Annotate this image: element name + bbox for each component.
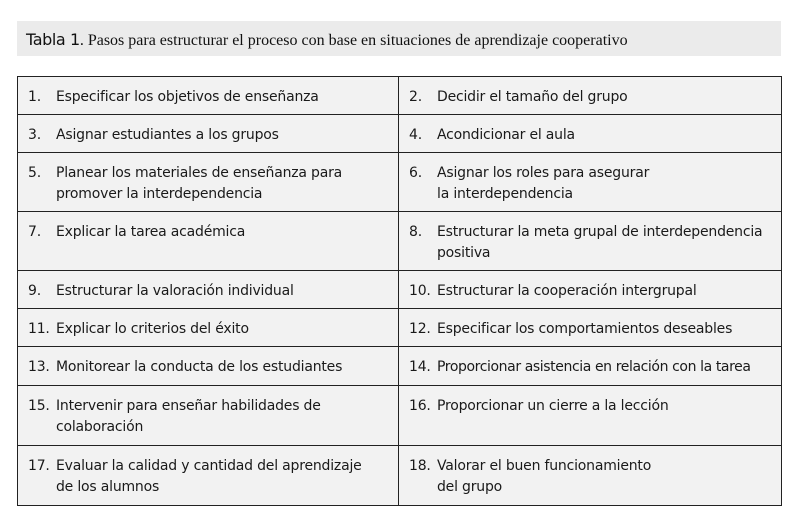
table-cell [399,115,782,153]
step-text: Estructurar la valoración individual [56,283,294,299]
table-cell [18,115,399,153]
step-number: 12. [409,321,431,337]
table-cell [399,271,782,309]
step-number: 16. [409,398,431,414]
step-number: 7. [28,224,41,240]
caption-text: . Pasos para estructurar el proceso con base en situaciones de aprendizaje cooperativo [79,32,628,49]
step-text: Valorar el buen funcionamiento del grupo [437,458,652,495]
table-row [18,309,782,347]
table-row [18,446,782,506]
step-number: 11. [28,321,50,337]
step-number: 8. [409,224,422,240]
table-cell [399,309,782,347]
table-row [18,77,782,115]
step-text: Explicar lo criterios del éxito [56,321,249,337]
table-cell [18,386,399,446]
table-row [18,271,782,309]
step-number: 18. [409,458,431,474]
table-cell [18,271,399,309]
step-text: Explicar la tarea académica [56,224,246,240]
step-number: 13. [28,359,50,375]
step-text: Proporcionar asistencia en relación con la tarea [437,359,751,375]
step-number: 10. [409,283,431,299]
table-cell [399,446,782,506]
caption-label: Tabla 1 [26,30,80,49]
step-number: 5. [28,165,41,181]
step-text: Especificar los comportamientos deseables [437,321,733,337]
table-caption [17,21,781,56]
step-text: Estructurar la meta grupal de interdependencia positiva [437,224,763,261]
table-cell [18,446,399,506]
step-text: Acondicionar el aula [437,127,575,143]
step-text: Estructurar la cooperación intergrupal [437,283,697,299]
table-cell [18,347,399,386]
table-cell [18,153,399,212]
table-row [18,153,782,212]
table-row [18,347,782,386]
table-cell [18,212,399,271]
table-cell [399,153,782,212]
step-number: 1. [28,89,41,105]
table-cell [399,386,782,446]
step-number: 6. [409,165,422,181]
step-text: Planear los materiales de enseñanza para promover la interdependencia [56,165,343,202]
step-text: Asignar estudiantes a los grupos [56,127,279,143]
step-text: Especificar los objetivos de enseñanza [56,89,319,105]
table-cell [18,77,399,115]
step-text: Decidir el tamaño del grupo [437,89,628,105]
table-cell [18,309,399,347]
step-text: Asignar los roles para asegurar la interdependencia [437,165,650,202]
step-number: 17. [28,458,50,474]
step-text: Monitorear la conducta de los estudiantes [56,359,343,375]
step-number: 2. [409,89,422,105]
table-row [18,212,782,271]
step-number: 15. [28,398,50,414]
step-number: 9. [28,283,41,299]
table-cell [399,77,782,115]
step-number: 14. [409,359,431,375]
table-row [18,115,782,153]
step-number: 3. [28,127,41,143]
table-row [18,386,782,446]
step-text: Evaluar la calidad y cantidad del aprendizaje de los alumnos [56,458,362,495]
step-text: Intervenir para enseñar habilidades de colaboración [56,398,321,435]
steps-table [17,76,782,506]
step-number: 4. [409,127,422,143]
table-cell [399,347,782,386]
step-text: Proporcionar un cierre a la lección [437,398,669,414]
table-cell [399,212,782,271]
